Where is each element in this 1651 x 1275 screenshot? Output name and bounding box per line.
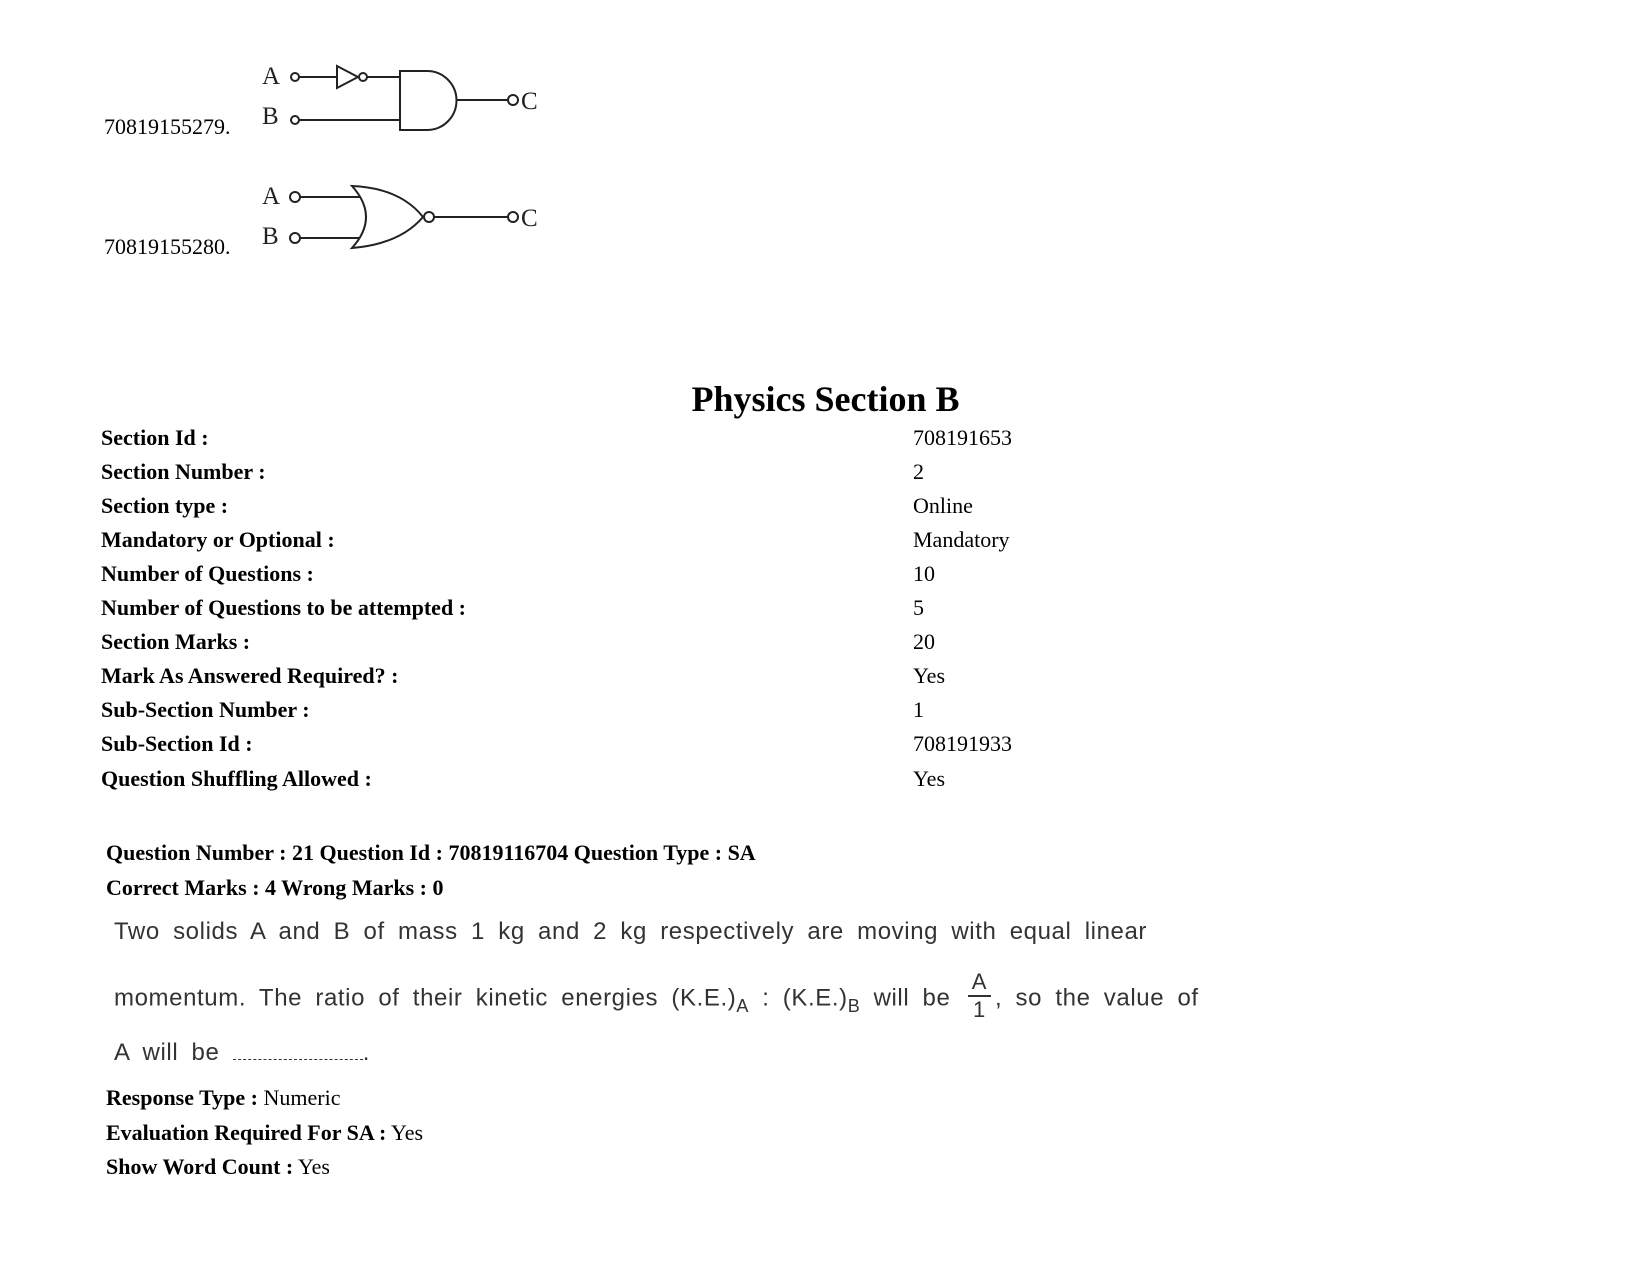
output-c-label: C — [521, 88, 538, 115]
info-value: 5 — [913, 595, 924, 620]
question-text-line-1: Two solids A and B of mass 1 kg and 2 kg respectively are moving with equal linear — [114, 918, 1147, 945]
info-label: Mark As Answered Required? : — [101, 663, 399, 688]
meta-value: Numeric — [263, 1085, 341, 1110]
subscript-b: B — [847, 996, 861, 1017]
meta-label: Response Type : — [106, 1085, 258, 1110]
info-label: Section type : — [101, 493, 229, 518]
info-label: Mandatory or Optional : — [101, 527, 335, 552]
info-value: 20 — [913, 629, 935, 654]
info-label: Number of Questions to be attempted : — [101, 595, 467, 620]
info-label: Section Id : — [101, 425, 209, 450]
option-id-1: 70819155279. — [104, 114, 231, 139]
info-value: Yes — [913, 766, 946, 791]
response-type — [106, 1085, 340, 1111]
section-title: Physics Section B — [691, 379, 960, 419]
info-value: 1 — [913, 697, 924, 722]
nor-gate-circuit — [255, 176, 545, 256]
info-label: Section Marks : — [101, 629, 251, 654]
info-row-sub-section-id — [101, 731, 1101, 764]
question-text: will be — [860, 984, 964, 1012]
info-value: 2 — [913, 459, 924, 484]
info-row-sub-section-number — [101, 697, 1101, 730]
subscript-a: A — [736, 996, 749, 1017]
info-row-section-id — [101, 425, 1101, 458]
option-id-2: 70819155280. — [104, 234, 231, 259]
info-row-mark-as-answered — [101, 663, 1101, 696]
meta-label: Evaluation Required For SA : — [106, 1120, 387, 1145]
meta-label: Show Word Count : — [106, 1154, 294, 1179]
info-label: Sub-Section Number : — [101, 697, 310, 722]
fraction-denominator: 1 — [972, 997, 986, 1022]
question-text: , so the value of — [995, 984, 1199, 1012]
question-text-line-2 — [114, 969, 1208, 1026]
info-value: 708191933 — [913, 731, 1012, 756]
fraction — [968, 969, 991, 1023]
info-label: Question Shuffling Allowed : — [101, 766, 372, 791]
input-b-label: B — [262, 103, 279, 130]
input-a-label: A — [262, 63, 281, 90]
question-text: : (K.E.) — [748, 984, 848, 1012]
info-row-mandatory — [101, 527, 1101, 560]
evaluation-required — [106, 1120, 423, 1146]
input-b-label: B — [262, 223, 279, 250]
output-c-label: C — [521, 205, 538, 232]
question-text: . — [362, 1039, 370, 1066]
show-word-count — [106, 1154, 330, 1180]
question-text: A will be — [114, 1039, 233, 1066]
info-label: Number of Questions : — [101, 561, 314, 586]
fraction-numerator: A — [968, 969, 991, 997]
info-label: Section Number : — [101, 459, 266, 484]
info-value: Yes — [913, 663, 946, 688]
not-and-gate-circuit — [255, 58, 545, 138]
info-label: Sub-Section Id : — [101, 731, 253, 756]
info-value: Mandatory — [913, 527, 1010, 552]
answer-blank — [233, 1041, 363, 1060]
question-text-line-3 — [114, 1039, 1208, 1067]
info-row-question-shuffling — [101, 766, 1101, 799]
info-row-section-type — [101, 493, 1101, 526]
meta-value: Yes — [391, 1120, 424, 1145]
info-row-questions-to-attempt — [101, 595, 1101, 628]
question-marks: Correct Marks : 4 Wrong Marks : 0 — [106, 875, 444, 900]
question-header: Question Number : 21 Question Id : 70819116704 Question Type : SA — [106, 840, 756, 865]
info-value: Online — [913, 493, 973, 518]
input-a-label: A — [262, 183, 281, 210]
info-value: 708191653 — [913, 425, 1012, 450]
meta-value: Yes — [297, 1154, 330, 1179]
info-row-number-of-questions — [101, 561, 1101, 594]
info-row-section-number — [101, 459, 1101, 492]
info-value: 10 — [913, 561, 935, 586]
question-text: momentum. The ratio of their kinetic energies (K.E.) — [114, 984, 737, 1012]
info-row-section-marks — [101, 629, 1101, 662]
